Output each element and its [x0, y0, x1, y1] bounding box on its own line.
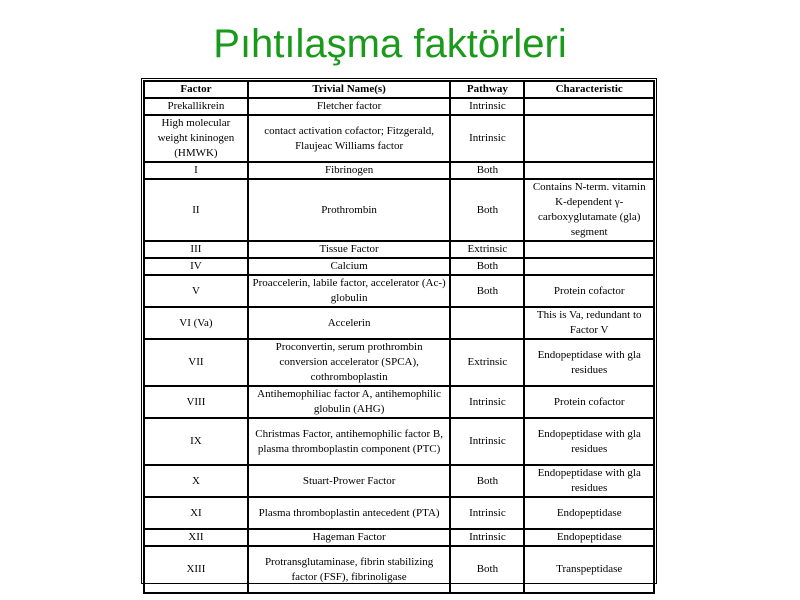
cell-factor: High molecular weight kininogen (HMWK) [144, 115, 248, 162]
table-row [144, 162, 654, 179]
table-row [144, 241, 654, 258]
cell-pathway: Both [450, 546, 524, 593]
header-characteristic: Characteristic [524, 81, 654, 98]
header-trivial-names: Trivial Name(s) [248, 81, 451, 98]
table-row [144, 275, 654, 307]
cell-pathway: Extrinsic [450, 339, 524, 386]
cell-factor: II [144, 179, 248, 241]
cell-factor: IV [144, 258, 248, 275]
cell-factor: VII [144, 339, 248, 386]
cell-characteristic: Endopeptidase [524, 497, 654, 529]
cell-pathway [450, 307, 524, 339]
cell-pathway: Both [450, 179, 524, 241]
cell-names: Fletcher factor [248, 98, 451, 115]
cell-factor: XIII [144, 546, 248, 593]
cell-characteristic: Contains N-term. vitamin K-dependent γ-carboxyglutamate (gla) segment [524, 179, 654, 241]
cell-names: Stuart-Prower Factor [248, 465, 451, 497]
cell-factor: X [144, 465, 248, 497]
table-row [144, 546, 654, 593]
header-factor: Factor [144, 81, 248, 98]
cell-factor: VI (Va) [144, 307, 248, 339]
table-row [144, 339, 654, 386]
cell-factor: Prekallikrein [144, 98, 248, 115]
cell-factor: XI [144, 497, 248, 529]
cell-characteristic [524, 241, 654, 258]
cell-factor: I [144, 162, 248, 179]
table-header-row [144, 81, 654, 98]
cell-names: Calcium [248, 258, 451, 275]
cell-factor: V [144, 275, 248, 307]
cell-names: contact activation cofactor; Fitzgerald, Flaujeac Williams factor [248, 115, 451, 162]
table-row [144, 386, 654, 418]
slide-title: Pıhtılaşma faktörleri [213, 22, 567, 66]
cell-names: Protransglutaminase, fibrin stabilizing factor (FSF), fibrinoligase [248, 546, 451, 593]
cell-pathway: Both [450, 275, 524, 307]
cell-factor: IX [144, 418, 248, 465]
cell-pathway: Intrinsic [450, 386, 524, 418]
cell-characteristic [524, 98, 654, 115]
cell-characteristic: Endopeptidase with gla residues [524, 465, 654, 497]
table-row [144, 258, 654, 275]
cell-characteristic [524, 258, 654, 275]
table-row [144, 529, 654, 546]
header-pathway: Pathway [450, 81, 524, 98]
cell-names: Plasma thromboplastin antecedent (PTA) [248, 497, 451, 529]
table-row [144, 307, 654, 339]
cell-pathway: Both [450, 162, 524, 179]
cell-pathway: Extrinsic [450, 241, 524, 258]
cell-characteristic [524, 162, 654, 179]
cell-names: Accelerin [248, 307, 451, 339]
cell-names: Antihemophiliac factor A, antihemophilic globulin (AHG) [248, 386, 451, 418]
cell-pathway: Intrinsic [450, 529, 524, 546]
cell-factor: VIII [144, 386, 248, 418]
cell-names: Tissue Factor [248, 241, 451, 258]
cell-factor: III [144, 241, 248, 258]
table-row [144, 418, 654, 465]
cell-names: Christmas Factor, antihemophilic factor B, plasma thromboplastin component (PTC) [248, 418, 451, 465]
table-row [144, 465, 654, 497]
coagulation-factors-table [143, 80, 655, 594]
cell-names: Fibrinogen [248, 162, 451, 179]
cell-factor: XII [144, 529, 248, 546]
cell-names: Prothrombin [248, 179, 451, 241]
cell-characteristic: Endopeptidase with gla residues [524, 339, 654, 386]
cell-pathway: Both [450, 465, 524, 497]
cell-characteristic [524, 115, 654, 162]
cell-pathway: Intrinsic [450, 115, 524, 162]
cell-pathway: Both [450, 258, 524, 275]
cell-characteristic: Protein cofactor [524, 275, 654, 307]
table-body [144, 98, 654, 593]
cell-characteristic: Endopeptidase with gla residues [524, 418, 654, 465]
table-row [144, 497, 654, 529]
cell-pathway: Intrinsic [450, 98, 524, 115]
cell-names: Hageman Factor [248, 529, 451, 546]
cell-pathway: Intrinsic [450, 418, 524, 465]
cell-names: Proaccelerin, labile factor, accelerator (Ac-) globulin [248, 275, 451, 307]
cell-characteristic: This is Va, redundant to Factor V [524, 307, 654, 339]
table-row [144, 179, 654, 241]
cell-names: Proconvertin, serum prothrombin conversion accelerator (SPCA), cothromboplastin [248, 339, 451, 386]
cell-characteristic: Protein cofactor [524, 386, 654, 418]
table-row [144, 115, 654, 162]
cell-pathway: Intrinsic [450, 497, 524, 529]
cell-characteristic: Endopeptidase [524, 529, 654, 546]
cell-characteristic: Transpeptidase [524, 546, 654, 593]
table-row [144, 98, 654, 115]
